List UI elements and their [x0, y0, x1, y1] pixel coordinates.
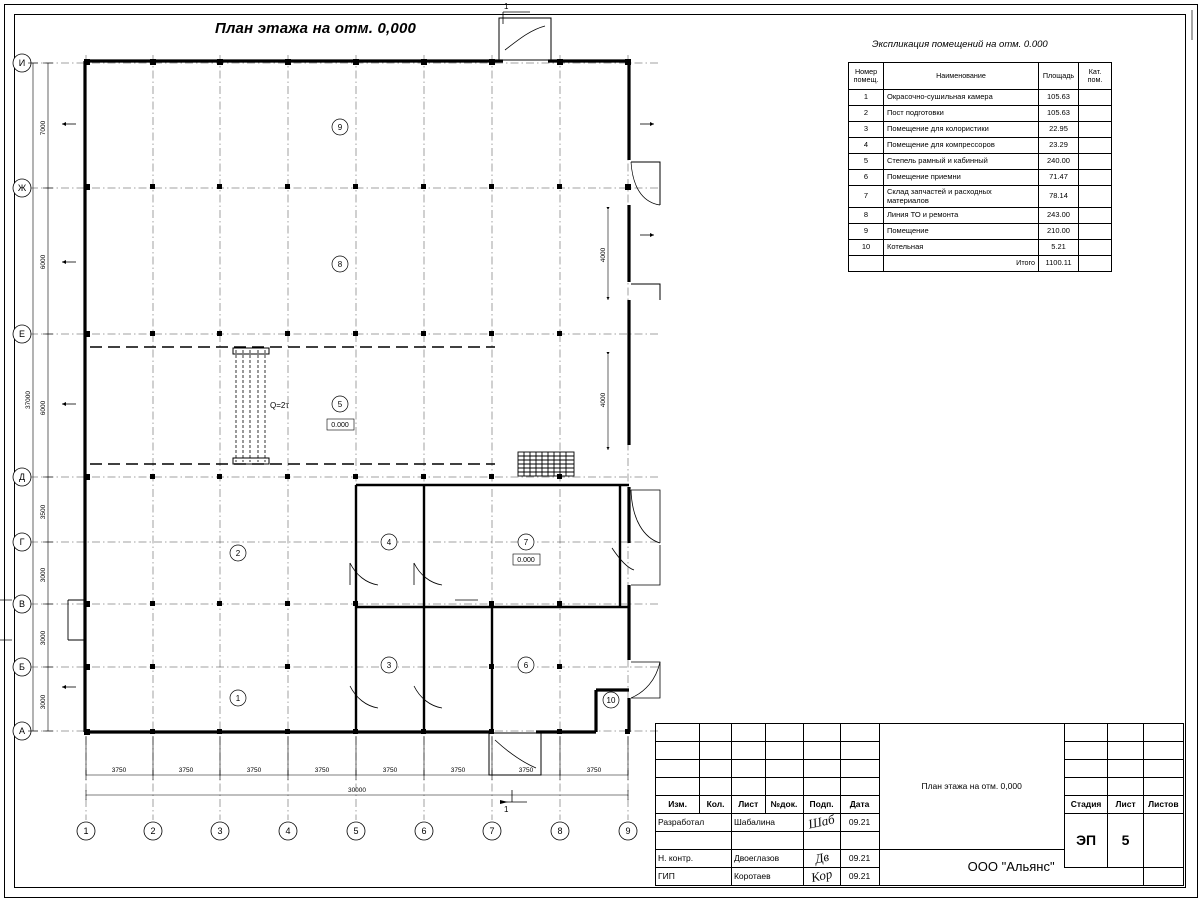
name-nkontr: Двоеглазов — [731, 850, 803, 868]
col-header-name: Наименование — [884, 63, 1039, 90]
doc-title: План этажа на отм. 0,000 — [921, 781, 1022, 791]
svg-text:6000: 6000 — [40, 400, 47, 416]
cell-number: 5 — [849, 154, 884, 170]
svg-text:3750: 3750 — [246, 767, 262, 774]
level-mark: 0.000 — [331, 422, 349, 429]
doc-title-cell-bottom — [1143, 868, 1183, 886]
total-label: Итого — [884, 256, 1039, 272]
cell-area: 22.95 — [1039, 122, 1079, 138]
signature-empty — [803, 832, 840, 850]
room-number: 7 — [523, 538, 529, 547]
dimension-total-horizontal: 30000 — [347, 787, 367, 794]
cell-name: Окрасочно-сушильная камера — [884, 90, 1039, 106]
cell-number: 4 — [849, 138, 884, 154]
role-empty — [656, 832, 732, 850]
cell-name: Помещение для компрессоров — [884, 138, 1039, 154]
cell-name: Помещение приемни — [884, 170, 1039, 186]
room-number: 6 — [523, 661, 529, 670]
dimension-chain-horizontal — [112, 767, 602, 794]
svg-text:8: 8 — [557, 826, 563, 836]
cell-area: 71.47 — [1039, 170, 1079, 186]
room-number: 8 — [337, 260, 343, 269]
cell-number: 7 — [849, 186, 884, 208]
role-razrabotal: Разработал — [656, 814, 732, 832]
svg-text:3000: 3000 — [40, 630, 47, 646]
right-dimension: 4000 — [600, 247, 607, 263]
date-razrabotal: 09.21 — [840, 814, 879, 832]
signature-razrabotal: Шаб — [803, 814, 840, 832]
total-area: 1100.11 — [1039, 256, 1079, 272]
room-number: 1 — [235, 694, 241, 703]
svg-text:3000: 3000 — [40, 694, 47, 710]
room-number: 3 — [386, 661, 392, 670]
date-gip: 09.21 — [840, 868, 879, 886]
cell-name: Степель рамный и кабинный — [884, 154, 1039, 170]
room-number: 9 — [337, 123, 343, 132]
svg-text:1: 1 — [83, 826, 89, 836]
cell-name: Помещение — [884, 224, 1039, 240]
title-block-table — [655, 723, 1184, 886]
cell-number: 1 — [849, 90, 884, 106]
svg-text:6: 6 — [421, 826, 427, 836]
cell-name: Котельная — [884, 240, 1039, 256]
svg-text:Е: Е — [18, 329, 26, 339]
col-header-number: Номер помещ. — [849, 63, 884, 90]
svg-text:4: 4 — [285, 826, 291, 836]
sheet-number: 5 — [1108, 814, 1143, 868]
organization-cell — [879, 850, 1143, 886]
page-title: План этажа на отм. 0,000 — [215, 20, 417, 37]
level-marks — [327, 419, 540, 565]
svg-text:3750: 3750 — [586, 767, 602, 774]
col-header-kol: Кол. — [700, 796, 732, 814]
room-number: 5 — [337, 400, 343, 409]
sheets-total-value — [1143, 814, 1183, 868]
cell-name: Линия ТО и ремонта — [884, 208, 1039, 224]
col-header-podp: Подп. — [803, 796, 840, 814]
svg-text:3750: 3750 — [178, 767, 194, 774]
svg-text:А: А — [18, 726, 26, 736]
col-header-list: Лист — [731, 796, 765, 814]
right-dimension: 4000 — [600, 392, 607, 408]
svg-text:3750: 3750 — [518, 767, 534, 774]
date-empty — [840, 832, 879, 850]
svg-text:7: 7 — [489, 826, 495, 836]
dimension-chain-vertical — [25, 120, 47, 709]
cell-area: 105.63 — [1039, 90, 1079, 106]
cell-name: Склад запчастей и расходных материалов — [884, 186, 1039, 208]
cell-area: 78.14 — [1039, 186, 1079, 208]
cell-name: Помещение для колористики — [884, 122, 1039, 138]
svg-text:3750: 3750 — [382, 767, 398, 774]
svg-text:Ж: Ж — [17, 183, 27, 193]
cell-number: 9 — [849, 224, 884, 240]
svg-text:6000: 6000 — [40, 254, 47, 270]
date-nkontr: 09.21 — [840, 850, 879, 868]
cell-number: 3 — [849, 122, 884, 138]
name-empty — [731, 832, 803, 850]
cell-area: 210.00 — [1039, 224, 1079, 240]
svg-text:3750: 3750 — [450, 767, 466, 774]
explication-title: Экспликация помещений на отм. 0.000 — [872, 39, 1048, 50]
name-gip: Коротаев — [731, 868, 803, 886]
cell-number: 6 — [849, 170, 884, 186]
cell-number: 8 — [849, 208, 884, 224]
name-razrabotal: Шабалина — [731, 814, 803, 832]
cell-number: 10 — [849, 240, 884, 256]
svg-text:2: 2 — [150, 826, 156, 836]
svg-text:5: 5 — [353, 826, 359, 836]
stage-header: Стадия — [1064, 796, 1108, 814]
doc-title-cell — [879, 724, 1064, 850]
sheets-total-header: Листов — [1143, 796, 1183, 814]
svg-text:Б: Б — [19, 662, 25, 672]
svg-text:3750: 3750 — [111, 767, 127, 774]
dimension-total-vertical: 37000 — [25, 390, 32, 410]
role-gip: ГИП — [656, 868, 732, 886]
svg-text:9: 9 — [625, 826, 631, 836]
room-number: 2 — [235, 549, 241, 558]
signature-gip: Кор — [803, 868, 840, 886]
svg-text:3: 3 — [217, 826, 223, 836]
sheet-header: Лист — [1108, 796, 1143, 814]
crane-capacity-label: Q=2т — [270, 401, 290, 410]
col-header-ndok: №док. — [765, 796, 803, 814]
cell-area: 240.00 — [1039, 154, 1079, 170]
cell-area: 5.21 — [1039, 240, 1079, 256]
svg-text:7000: 7000 — [40, 120, 47, 136]
svg-text:Д: Д — [18, 472, 26, 482]
stage-value: ЭП — [1064, 814, 1108, 868]
col-header-area: Площадь — [1039, 63, 1079, 90]
signature-nkontr: Дв — [803, 850, 840, 868]
axis-label-v: И — [18, 58, 26, 68]
svg-text:В: В — [18, 599, 26, 609]
organization-name: ООО "Альянс" — [967, 859, 1055, 874]
section-mark: 1 — [504, 805, 509, 814]
cell-area: 23.29 — [1039, 138, 1079, 154]
level-mark: 0.000 — [517, 557, 535, 564]
col-header-kat: Кат. пом. — [1079, 63, 1112, 90]
svg-text:Г: Г — [19, 537, 25, 547]
section-mark: 1 — [504, 2, 509, 11]
col-header-data: Дата — [840, 796, 879, 814]
svg-text:3000: 3000 — [40, 567, 47, 583]
title-block — [655, 723, 1184, 886]
role-nkontr: Н. контр. — [656, 850, 732, 868]
cell-area: 243.00 — [1039, 208, 1079, 224]
cell-area: 105.63 — [1039, 106, 1079, 122]
axis-bubbles-horizontal — [77, 822, 637, 840]
svg-text:3500: 3500 — [40, 504, 47, 520]
room-number: 10 — [606, 696, 616, 705]
svg-text:3750: 3750 — [314, 767, 330, 774]
room-number: 4 — [386, 538, 392, 547]
cell-name: Пост подготовки — [884, 106, 1039, 122]
cell-number: 2 — [849, 106, 884, 122]
col-header-izm: Изм. — [656, 796, 700, 814]
